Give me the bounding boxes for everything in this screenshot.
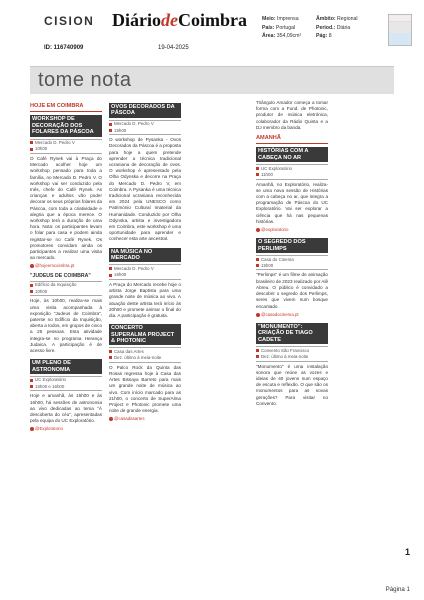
article-body: A Praça do Mercado recebe hoje o artista Jorge Baptista para uma grande noite de música ao vivo. A atuação deste artista terá início às 20h00 e promete animar o final do dia. A participação é gratuita. [109, 281, 181, 318]
clock-icon [256, 173, 259, 176]
article-body: O workshop de Pysanka - Ovos Decorados da Páscoa é a proposta para hoje a quem pretende aprender a técnica tradicional ucraniana de decoração de ovos. O workshop é apresentado pela Olha Odynska e decorre na Praça do Mercado D. Pedro V, em Coimbra. A Pysanka é uma técnica tradicional ucraniana reconhecida em 2024 pela UNESCO como Património Cultural Imaterial da Humanidade. Conduzido por Olha Odynska, artista e investigadora em Coimbra, este workshop é uma oportunidade para aprender e conhecer esta arte ancestral. [109, 137, 182, 242]
clock-icon [109, 274, 112, 277]
clock-icon [109, 129, 112, 132]
web-link: @casadocinema.pt [256, 312, 328, 318]
article-body: "Perlimps" é um filme de animação brasileiro de 2023 realizado por Alê Abreu. O público é convidado a descobrir o segredo dos Perlimps, seres que vivem num bosque encantado. [256, 272, 329, 309]
clipping-header [0, 0, 424, 62]
clock-icon [30, 290, 33, 293]
agency-logo: CISION [44, 14, 95, 28]
pin-icon [30, 141, 33, 144]
article-heading: "MONUMENTO": CRIAÇÃO DE TIAGO CADETE [256, 323, 328, 344]
clock-icon [256, 264, 259, 267]
kicker-tomorrow: AMANHÃ [256, 135, 281, 142]
pin-icon [109, 123, 112, 126]
pin-icon [109, 267, 112, 270]
article-heading: HISTÓRIAS COM A CABEÇA NO AR [256, 147, 328, 162]
clock-icon [256, 355, 259, 358]
byline: UC Exploratório 11h00 [256, 164, 328, 179]
page-label: Página 1 [385, 586, 410, 593]
pin-icon [30, 284, 33, 287]
article-heading: WORKSHOP DE DECORAÇÃO DOS FOLARES DA PÁSCOA [30, 115, 102, 136]
article-heading: OVOS DECORADOS DA PÁSCOA [109, 103, 181, 118]
byline: Casa das Artes Dez. último à meia-noite [109, 347, 181, 362]
article-body: "Monumento" é uma instalação sonora que reúne as vozes e ideias de 40 jovens num espaço de escuta e reflexão. O que são os monumentos para as novas gerações? Para visitar no Convento. [256, 363, 328, 406]
pin-icon [109, 350, 112, 353]
byline: Mercado D. Pedro V 15h00 [109, 120, 181, 135]
article-body: O Café Rynek vai à Praça do Mercado acolher hoje um workshop pensado para toda a família, no Mercado D. Pedro V. O workshop vai ser conduzido pela Inês, chefe do Café Rynek. As crianças e adultos vão poder decorar os seus próprios folares da Páscoa, com toda a criatividade e alegria que a época merece. O workshop terá a duração de uma hora. Nota: os participantes levam o folar para casa e podem ainda registar-se no Café Rynek. Os promotores convidam ainda os participantes a realizar uma visita ao mercado. [30, 156, 103, 261]
clock-icon [30, 148, 33, 151]
article-heading: CONCERTO SUPERALMA PROJECT & PHOTONIC [109, 324, 181, 345]
web-icon [30, 427, 34, 431]
kicker-today: HOJE EM COIMBRA [30, 103, 84, 109]
byline: UC Exploratório 15h00 e 16h00 [30, 376, 102, 391]
article-heading: O SEGREDO DOS PERLIMPS [256, 238, 328, 253]
clock-icon [109, 356, 112, 359]
section-title: tome nota [38, 69, 132, 91]
pin-icon [256, 349, 259, 352]
article-heading: UM PLENO DE ASTRONOMIA [30, 359, 102, 374]
web-link: @Exploratorio [30, 426, 102, 432]
article-body: Hoje, às 10h00, realiza-se mais uma visita acompanhada à exposição "Judeus de Coimbra", patente no Edifício da Inquisição, aberta a todos, em grupos de cinco a 25 pessoas. Esta atividade integra-se no programa Herança Judaica. A participação é de acesso livre. [30, 298, 103, 353]
section-banner [30, 66, 394, 94]
article-body: Amanhã, no Exploratório, realiza-se uma nova sessão de Histórias com a cabeça no ar, que integra a programação de Páscoa do UC Exploratório. Vai ser explorar a ciência que há nas pequenas histórias. [256, 181, 328, 224]
byline: Mercado D. Pedro V 16h00 [109, 264, 181, 279]
clock-icon [30, 385, 33, 388]
web-link: @casadasartes [109, 416, 181, 422]
byline: Mercado D. Pedro V 10h00 [30, 139, 102, 154]
web-link: @exploratorio [256, 227, 328, 233]
article-body: Triângulo Amador começa a tomar forma com a Fund. de Photonic, produtor de música eletrónica, colaborador da Rádio Quinta e a DJ membro da banda. [256, 100, 328, 130]
pin-icon [256, 258, 259, 261]
meta-right: Âmbito: Regional Period.: Diária Pág: 8 [316, 16, 358, 39]
clipping-id: ID: 116740909 [44, 45, 84, 51]
page-number: 1 [404, 547, 410, 557]
article-heading: "JUDEUS DE COIMBRA" [30, 272, 91, 279]
article-heading: NA MÚSICA NO MERCADO [109, 248, 181, 263]
column-3 [256, 100, 328, 407]
byline: Casa do Cinema 15h00 [256, 255, 328, 270]
article-body: Hoje e amanhã, às 15h00 e às 16h00, há sessões de astronomia ao vivo dedicadas ao tema "À descoberta do céu", apresentadas pela equipa do UC Exploratório. [30, 393, 102, 424]
pin-icon [256, 167, 259, 170]
byline: Edifício da Inquisição 10h00 [30, 281, 102, 296]
pin-icon [30, 379, 33, 382]
web-link: @hojeemcoimbra.pt [30, 263, 102, 269]
web-icon [30, 264, 34, 268]
newspaper-logo: DiáriodeCoimbra [112, 10, 247, 30]
column-1 [30, 100, 102, 433]
article-body: O Palco Rock da Quinta das Rosas regressa hoje à Casa das Artes Bissaya Barreto para mais um grande noite de música ao vivo. Com início marcado para as 21h00, o concerto de SuperAlma Project e Photonic promete uma noite de grande energia. [109, 364, 181, 414]
page-thumbnail [388, 14, 412, 46]
column-2 [109, 100, 181, 423]
byline: Convento São Francisco Dez. último à meia-noite [256, 346, 328, 361]
meta-left: Meio: Imprensa País: Portugal Área: 354,09cm² [262, 16, 302, 39]
web-icon [256, 313, 260, 317]
clipping-date: 19-04-2025 [158, 45, 189, 51]
web-icon [109, 417, 113, 421]
web-icon [256, 228, 260, 232]
